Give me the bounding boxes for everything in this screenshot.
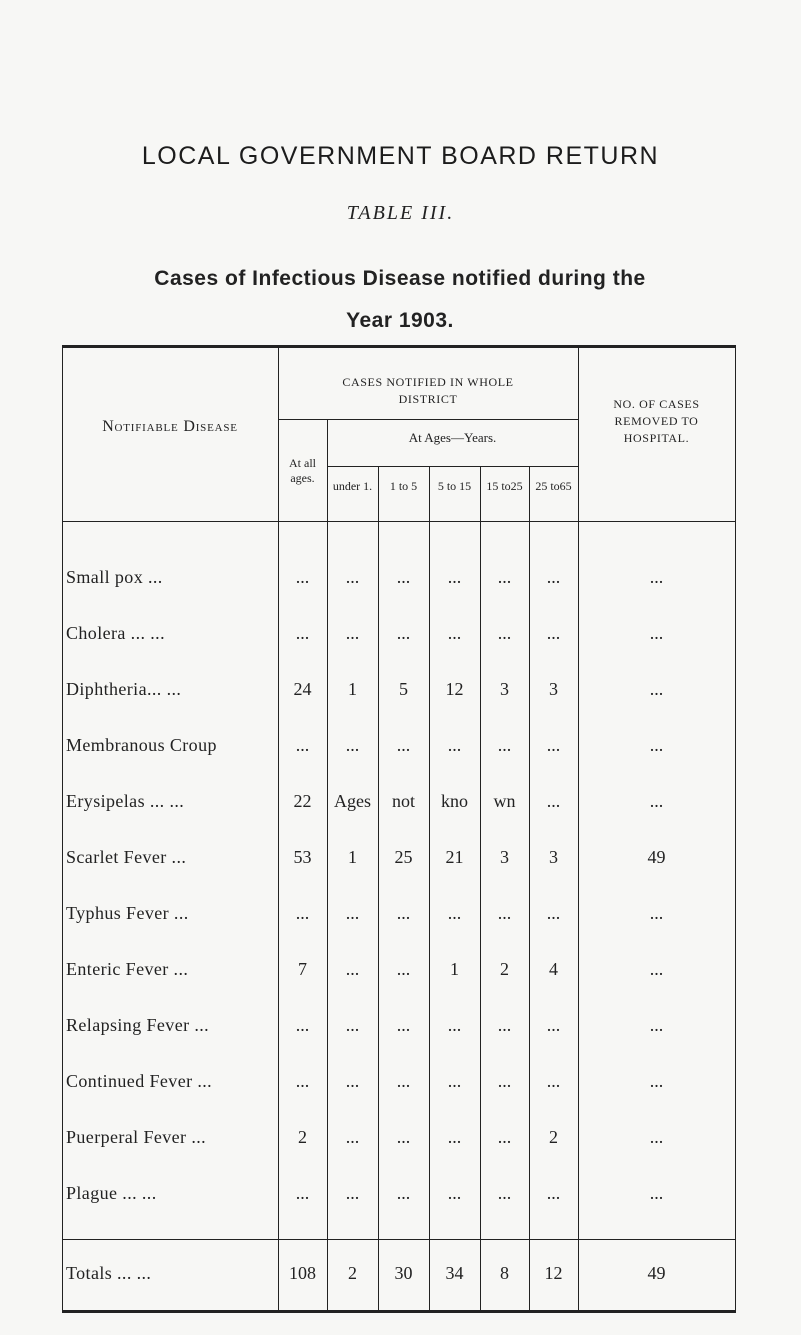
table-row-5-a25-65: ... xyxy=(546,791,561,811)
table-row-2-all: ... xyxy=(295,623,310,643)
header-all-ages xyxy=(278,456,327,486)
header-cases-notified xyxy=(278,374,578,408)
totals-row-u1: 2 xyxy=(348,1263,357,1283)
table-row-4-a15-25: ... xyxy=(497,735,512,755)
table-row-11-a1-5: ... xyxy=(396,1127,411,1147)
table-row-2-a25-65: ... xyxy=(546,623,561,643)
header-25-to-65: 25 to65 xyxy=(535,479,572,493)
table-row-1-all: ... xyxy=(295,567,310,587)
totals-row-removed: 49 xyxy=(647,1263,666,1283)
table-row-4-a25-65: ... xyxy=(546,735,561,755)
table-row-7-all: ... xyxy=(295,903,310,923)
table-row-4-a1-5: ... xyxy=(396,735,411,755)
table-row-8-a25-65: 4 xyxy=(549,959,558,979)
group-rule xyxy=(278,419,578,420)
table-row-11-removed: ... xyxy=(649,1127,664,1147)
table-row-8-a1-5: ... xyxy=(396,959,411,979)
table-row-3-label: Diphtheria... ... xyxy=(66,679,182,699)
table-row-3-a1-5: 5 xyxy=(399,679,408,699)
table-row-1-a25-65: ... xyxy=(546,567,561,587)
table-row-12-u1: ... xyxy=(345,1183,360,1203)
header-removed-line-2: REMOVED TO xyxy=(614,414,699,428)
header-15-to-25: 15 to25 xyxy=(486,479,523,493)
totals-rule xyxy=(62,1239,736,1240)
table-row-12-a15-25: ... xyxy=(497,1183,512,1203)
table-row-4-u1: ... xyxy=(345,735,360,755)
bottom-rule xyxy=(62,1310,736,1313)
table-row-11-a5-15: ... xyxy=(447,1127,462,1147)
header-5-to-15: 5 to 15 xyxy=(437,479,472,493)
totals-row-a15-25: 8 xyxy=(500,1263,509,1283)
table-row-2-a1-5: ... xyxy=(396,623,411,643)
table-row-9-all: ... xyxy=(295,1015,310,1035)
left-border xyxy=(62,345,63,1313)
totals-row-a5-15: 34 xyxy=(445,1263,464,1283)
table-row-5-removed: ... xyxy=(649,791,664,811)
table-row-11-a25-65: 2 xyxy=(549,1127,558,1147)
table-row-10-a1-5: ... xyxy=(396,1071,411,1091)
table-row-9-a25-65: ... xyxy=(546,1015,561,1035)
header-all-ages-line-2: ages. xyxy=(290,471,315,485)
table-row-1-label: Small pox ... xyxy=(66,567,163,587)
table-row-10-a5-15: ... xyxy=(447,1071,462,1091)
right-border xyxy=(735,345,736,1313)
table-row-12-removed: ... xyxy=(649,1183,664,1203)
table-row-11-a15-25: ... xyxy=(497,1127,512,1147)
table-row-6-label: Scarlet Fever ... xyxy=(66,847,187,867)
table-row-3-removed: ... xyxy=(649,679,664,699)
header-removed-line-1: NO. OF CASES xyxy=(613,397,700,411)
table-row-11-label: Puerperal Fever ... xyxy=(66,1127,207,1147)
table-row-12-a25-65: ... xyxy=(546,1183,561,1203)
table-row-8-a5-15: 1 xyxy=(450,959,459,979)
top-rule xyxy=(62,345,736,348)
table-row-7-removed: ... xyxy=(649,903,664,923)
table-row-4-removed: ... xyxy=(649,735,664,755)
table-row-1-a1-5: ... xyxy=(396,567,411,587)
table-row-1-a15-25: ... xyxy=(497,567,512,587)
caption-line-1: Cases of Infectious Disease notified during the xyxy=(154,267,646,290)
table-row-8-u1: ... xyxy=(345,959,360,979)
table-row-8-removed: ... xyxy=(649,959,664,979)
header-removed-line-3: HOSPITAL. xyxy=(623,431,690,445)
table-row-6-a25-65: 3 xyxy=(549,847,558,867)
table-row-10-all: ... xyxy=(295,1071,310,1091)
table-row-4-label: Membranous Croup xyxy=(66,735,217,755)
table-row-7-a25-65: ... xyxy=(546,903,561,923)
header-all-ages-line-1: At all xyxy=(289,456,316,470)
table-row-2-a5-15: ... xyxy=(447,623,462,643)
table-row-9-label: Relapsing Fever ... xyxy=(66,1015,210,1035)
table-row-2-label: Cholera ... ... xyxy=(66,623,165,643)
table-row-12-a5-15: ... xyxy=(447,1183,462,1203)
col-divider-removed xyxy=(578,345,579,1313)
table-row-6-removed: 49 xyxy=(647,847,666,867)
table-row-2-removed: ... xyxy=(649,623,664,643)
table-row-6-u1: 1 xyxy=(348,847,357,867)
header-under-1: under 1. xyxy=(332,479,373,493)
caption-line-2: Year 1903. xyxy=(346,309,454,332)
table-row-5-a1-5: not xyxy=(391,791,415,811)
table-row-8-a15-25: 2 xyxy=(500,959,509,979)
table-row-5-a5-15: kno xyxy=(441,791,468,811)
table-row-10-label: Continued Fever ... xyxy=(66,1071,213,1091)
page-title: LOCAL GOVERNMENT BOARD RETURN xyxy=(141,142,660,170)
table-row-9-removed: ... xyxy=(649,1015,664,1035)
table-row-3-a5-15: 12 xyxy=(445,679,464,699)
table-row-8-all: 7 xyxy=(298,959,307,979)
totals-row-a1-5: 30 xyxy=(394,1263,413,1283)
table-row-6-a15-25: 3 xyxy=(500,847,509,867)
header-1-to-5: 1 to 5 xyxy=(389,479,418,493)
header-rule xyxy=(62,521,736,522)
header-cases-line-1: CASES NOTIFIED IN WHOLE xyxy=(342,375,514,389)
table-row-12-all: ... xyxy=(295,1183,310,1203)
table-row-1-a5-15: ... xyxy=(447,567,462,587)
table-row-1-removed: ... xyxy=(649,567,664,587)
table-row-5-a15-25: wn xyxy=(493,791,516,811)
table-row-10-removed: ... xyxy=(649,1071,664,1091)
table-row-8-label: Enteric Fever ... xyxy=(66,959,189,979)
table-row-5-label: Erysipelas ... ... xyxy=(66,791,185,811)
header-cases-line-2: DISTRICT xyxy=(398,392,458,406)
table-row-9-a1-5: ... xyxy=(396,1015,411,1035)
table-row-10-a15-25: ... xyxy=(497,1071,512,1091)
table-row-2-u1: ... xyxy=(345,623,360,643)
totals-row-all: 108 xyxy=(289,1263,316,1283)
table-row-7-a1-5: ... xyxy=(396,903,411,923)
table-row-7-u1: ... xyxy=(345,903,360,923)
table-number: TABLE III. xyxy=(346,202,455,224)
table-row-9-a15-25: ... xyxy=(497,1015,512,1035)
col-divider-disease xyxy=(278,345,279,1313)
table-row-5-u1: Ages xyxy=(334,791,371,811)
table-row-6-a5-15: 21 xyxy=(445,847,464,867)
header-notifiable-disease: Notifiable Disease xyxy=(102,418,238,435)
table-row-9-a5-15: ... xyxy=(447,1015,462,1035)
table-row-6-a1-5: 25 xyxy=(394,847,413,867)
table-row-3-all: 24 xyxy=(293,679,312,699)
table-row-10-u1: ... xyxy=(345,1071,360,1091)
table-row-11-u1: ... xyxy=(345,1127,360,1147)
table-row-9-u1: ... xyxy=(345,1015,360,1035)
table-row-2-a15-25: ... xyxy=(497,623,512,643)
table-row-7-a5-15: ... xyxy=(447,903,462,923)
totals-row-label: Totals ... ... xyxy=(66,1263,152,1283)
table-caption xyxy=(60,258,740,342)
table-row-4-all: ... xyxy=(295,735,310,755)
table-row-7-a15-25: ... xyxy=(497,903,512,923)
table-row-3-u1: 1 xyxy=(348,679,357,699)
table-row-11-all: 2 xyxy=(298,1127,307,1147)
table-row-12-label: Plague ... ... xyxy=(66,1183,157,1203)
table-row-5-all: 22 xyxy=(293,791,312,811)
table-row-6-all: 53 xyxy=(293,847,312,867)
table-row-4-a5-15: ... xyxy=(447,735,462,755)
table-row-3-a25-65: 3 xyxy=(549,679,558,699)
table-row-10-a25-65: ... xyxy=(546,1071,561,1091)
totals-row-a25-65: 12 xyxy=(544,1263,563,1283)
table-row-12-a1-5: ... xyxy=(396,1183,411,1203)
header-removed-to-hospital xyxy=(578,396,735,447)
table-row-1-u1: ... xyxy=(345,567,360,587)
ages-rule xyxy=(327,466,578,467)
table-row-3-a15-25: 3 xyxy=(500,679,509,699)
table-row-7-label: Typhus Fever ... xyxy=(66,903,189,923)
header-at-ages: At Ages—Years. xyxy=(408,430,497,445)
